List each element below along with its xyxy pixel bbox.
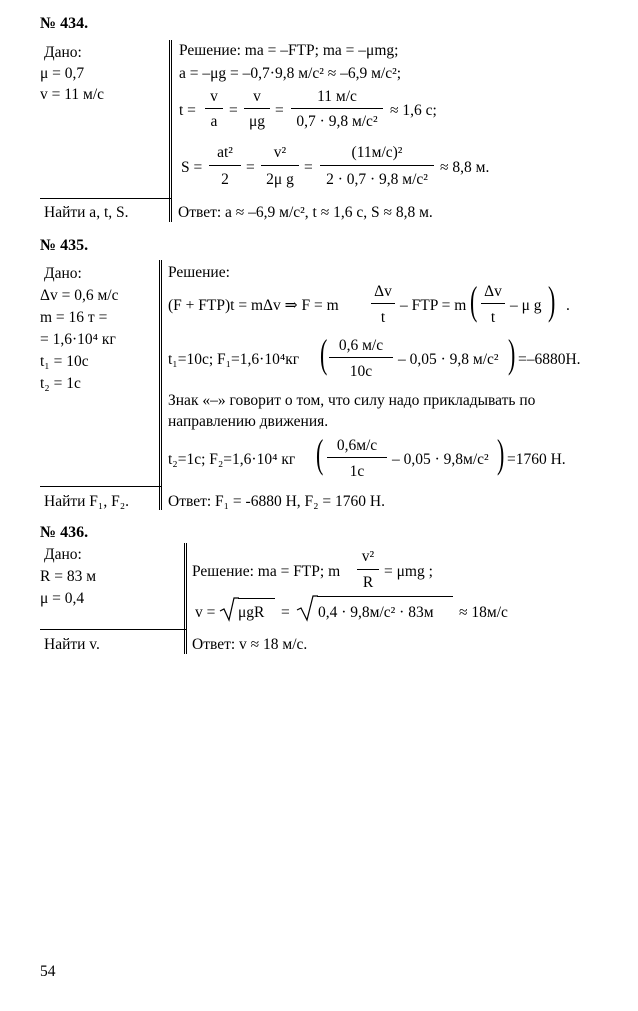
fraction-denominator: t [380,309,386,326]
fraction-numerator: 11 м/с [317,88,357,105]
sqrt-sign-icon [219,596,239,622]
given-item: t₁ = 10с [40,353,89,370]
divider-vertical [184,543,185,654]
fraction-numerator: v² [273,144,287,161]
answer-text: Ответ: v ≈ 18 м/с. [192,636,308,653]
formula-result: =–6880Н. [518,351,581,368]
fraction-denominator: 1с [349,463,365,480]
fraction-bar [205,108,223,109]
problem-434-title: № 434. [40,15,89,32]
fraction-bar [261,165,299,166]
fraction-denominator: 10с [349,363,373,380]
fraction-denominator: R [362,574,374,591]
given-label: Дано: [44,546,82,563]
given-label: Дано: [44,44,82,61]
formula-tail: = μmg ; [384,563,433,580]
radical-bar [238,598,275,599]
formula-result: =1760 Н. [507,451,566,468]
solution-line: Решение: ma = –FTP; ma = –μmg; [179,42,399,59]
formula-result: ≈ 18м/с [459,604,508,621]
answer-text: Ответ: a ≈ –6,9 м/с², t ≈ 1,6 с, S ≈ 8,8 м. [178,204,433,221]
formula-tail: – 0,05 · 9,8 м/с² [398,351,499,368]
formula-mid: – FTP = m [400,297,467,314]
divider-vertical [169,40,170,222]
fraction-bar [357,569,379,570]
fraction-numerator: v [210,88,218,105]
note-line: направлению движения. [168,413,329,430]
problem-436-title: № 436. [40,524,89,541]
fraction-denominator: 2 [221,171,229,188]
given-item: m = 16 т = [40,309,108,326]
given-item: μ = 0,4 [40,590,85,607]
given-label: Дано: [44,265,82,282]
fraction-numerator: 0,6 м/с [338,337,384,354]
radical-bar [317,596,453,597]
divider-horizontal [40,486,161,487]
given-item: μ = 0,7 [40,65,85,82]
formula-lhs: v = [195,604,216,621]
divider-vertical [171,40,172,222]
fraction-bar [291,108,383,109]
fraction-denominator: μg [248,113,266,130]
given-item: R = 83 м [40,568,97,585]
fraction-bar [244,108,270,109]
formula-lhs: t₁=10с; F₁=1,6·10⁴кг [168,351,300,368]
fraction-numerator: 0,6м/с [336,437,378,454]
divider-horizontal [40,198,171,199]
fraction-denominator: 0,7 · 9,8 м/с² [296,113,378,130]
formula-result: ≈ 1,6 с; [390,102,437,119]
fraction-numerator: v [253,88,261,105]
fraction-numerator: v² [361,548,375,565]
divider-vertical [186,543,187,654]
given-item: = 1,6·10⁴ кг [40,331,116,348]
formula-lhs: (F + FTP)t = mΔv ⇒ F = m [168,297,339,314]
formula-tail: – μ g [510,297,542,314]
sqrt-sign-icon [296,594,318,622]
formula-lhs: t₂=1с; F₂=1,6·10⁴ кг [168,451,296,468]
page-number: 54 [40,963,56,980]
formula-lhs: t = [179,102,196,119]
fraction-bar [327,457,387,458]
given-item: t₂ = 1с [40,375,81,392]
formula-result: ≈ 8,8 м. [440,159,490,176]
given-item: Δv = 0,6 м/с [40,287,119,304]
fraction-denominator: t [490,309,496,326]
problem-435-title: № 435. [40,237,89,254]
fraction-denominator: 2 · 0,7 · 9,8 м/с² [326,171,428,188]
fraction-bar [371,303,395,304]
fraction-numerator: Δv [484,283,502,300]
solution-label: Решение: [168,264,230,281]
fraction-numerator: (11м/с)² [351,144,403,161]
divider-vertical [159,260,160,510]
formula-lhs: S = [181,159,203,176]
radicand: μgR [238,604,265,621]
find-text: Найти v. [44,636,100,653]
fraction-bar [329,357,393,358]
solution-line: a = –μg = –0,7·9,8 м/с² ≈ –6,9 м/с²; [179,65,402,82]
fraction-denominator: a [210,113,218,130]
find-text: Найти a, t, S. [44,204,129,221]
formula-tail: – 0,05 · 9,8м/с² [392,451,489,468]
divider-horizontal [40,629,186,630]
answer-text: Ответ: F₁ = -6880 Н, F₂ = 1760 Н. [168,493,385,510]
fraction-numerator: Δv [374,283,392,300]
formula-lhs: Решение: ma = FTP; m [192,563,341,580]
fraction-bar [481,303,505,304]
fraction-bar [320,165,434,166]
fraction-bar [209,165,241,166]
divider-vertical [161,260,162,510]
radicand: 0,4 · 9,8м/с² · 83м [318,604,434,621]
note-line: Знак «–» говорит о том, что силу надо прикладывать по [168,392,536,409]
given-item: v = 11 м/с [40,86,105,103]
fraction-denominator: 2μ g [266,171,294,188]
fraction-numerator: at² [217,144,233,161]
find-text: Найти F₁, F₂. [44,493,129,510]
